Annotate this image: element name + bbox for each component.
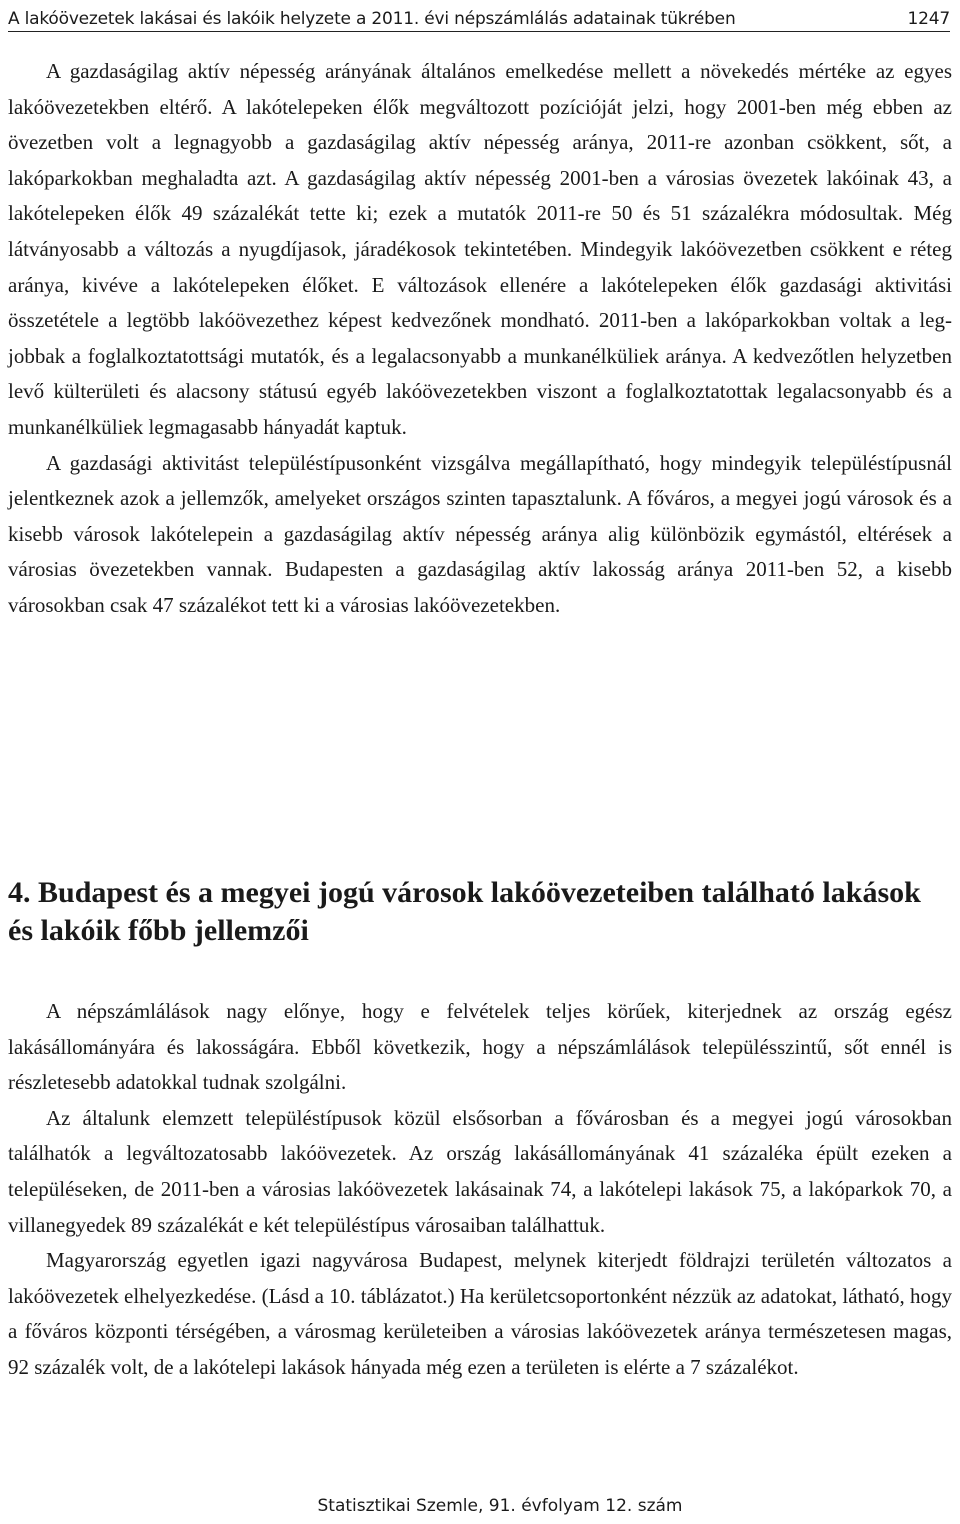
page-number: 1247 [907,9,950,29]
running-header [8,3,950,32]
paragraph: Az általunk elemzett településtípusok közül elsősorban a fővárosban és a megyei jogú városokban találhatók a legváltozatosabb lakóövezetek. Az ország lakásállományának 41 százaléka épült ezeken a településeken, de 2011-ben a városias lakóövezetek lakásainak 74, a lakótelepi lakások 75, a lakóparkok 70, a villanegyedek 89 százalékát e két településtípus városaiban találhattuk. [8,1105,952,1237]
paragraph: A népszámlálások nagy előnye, hogy e felvételek teljes körűek, kiterjednek az ország egész lakásállományára és lakosságára. Ebből következik, hogy a népszámlálások településszintű, sőt ennél is részletesebb adatokkal tudnak szolgálni. [8,999,952,1095]
body-text-block-2 [8,994,952,1386]
section-heading: 4. Budapest és a megyei jogú városok lakóövezeteiben található lakások és lakóik főbb jellemzői [8,876,921,947]
paragraph: A gazdaságilag aktív népesség arányának általános emelkedése mellett a növekedés mértéke az egyes lakóövezetekben eltérő. A lakótelepeken élők megváltozott pozícióját jelzi, hogy 2001-ben még ebben az övezetben volt a legnagyobb a gazdaságilag aktív népesség aránya, 2011-re azonban csökkent, sőt, a lakóparkokban meghaladta azt. A gazdaságilag aktív népesség 2001-ben a városias övezetek lakóinak 43, a lakótelepeken élők 49 százalékát tette ki; ezek a mutatók 2011-re 50 és 51 százalékra módosultak. Még látványosabb a változás a nyugdíjasok, járadékosok tekintetében. Mindegyik lakóövezetben csökkent e réteg aránya, kivéve a lakótelepeken élőket. E változások ellenére a lakótelepeken élők gazdasági aktivitási összetétele a legtöbb lakóövezethez képest kedvezőnek mondható. 2011-ben a lakóparkokban voltak a legjobbak a foglalkoztatottsági mutatók, és a legalacsonyabb a munkanélküliek aránya. A kedvezőtlen helyzetben levő külterületi és alacsony státusú egyéb lakóövezetekben viszont a foglalkoztatottak legalacsonyabb és a munkanélküliek legmagasabb hányadát kaptuk. [8,59,952,439]
journal-footer: Statisztikai Szemle, 91. évfolyam 12. szám [317,1496,683,1516]
body-text-block-1 [8,54,952,624]
running-title: A lakóövezetek lakásai és lakóik helyzete a 2011. évi népszámlálás adatainak tükrében [8,9,736,29]
paragraph: A gazdasági aktivitást településtípusonként vizsgálva megállapítható, hogy mindegyik településtípusnál jelentkeznek azok a jellemzők, amelyeket országos szinten tapasztalunk. A főváros, a megyei jogú városok és a kisebb városok lakótelepein a gazdaságilag aktív népesség aránya alig különbözik egymástól, eltérések a városias övezetekben vannak. Budapesten a gazdaságilag aktív lakosság aránya 2011-ben 52, a kisebb városokban csak 47 százalékot tett ki a városias lakóövezetekben. [8,450,952,617]
paragraph: Magyarország egyetlen igazi nagyvárosa Budapest, melynek kiterjedt földrajzi területén változatos a lakóövezetek elhelyezkedése. (Lásd a 10. táblázatot.) Ha kerületcsoportonként nézzük az adatokat, látható, hogy a főváros központi térségében, a városmag kerületeiben a városias lakóövezetek aránya természetesen magas, 92 százalék volt, de a lakótelepi lakások hányada még ezen a területen is elérte a 7 százalékot. [8,1248,953,1379]
